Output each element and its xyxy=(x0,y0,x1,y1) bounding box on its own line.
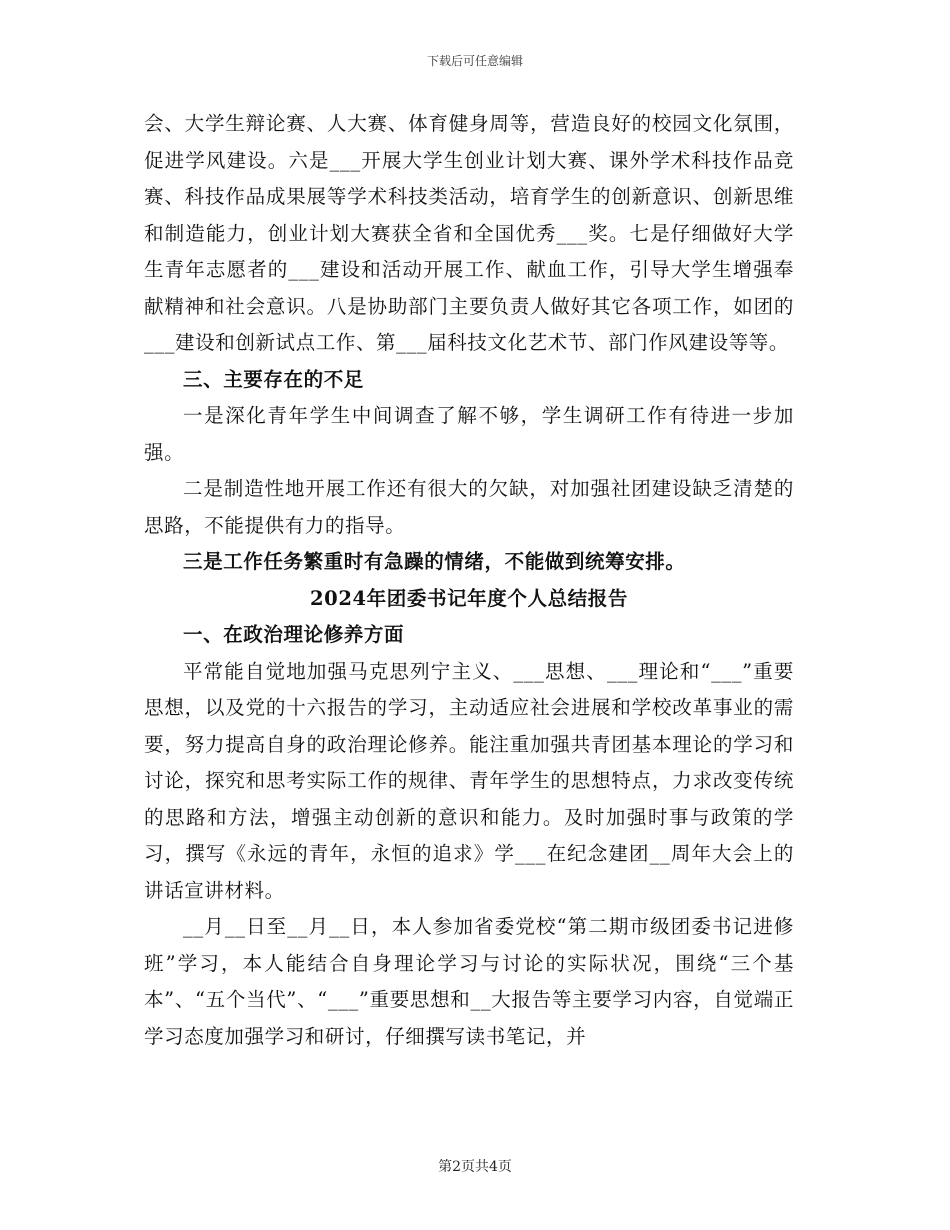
paragraph: 一是深化青年学生中间调查了解不够，学生调研工作有待进一步加强。 xyxy=(144,404,794,464)
document-title: 2024年团委书记年度个人总结报告 xyxy=(310,586,628,610)
paragraph: __月__日至__月__日，本人参加省委党校“第二期市级团委书记进修班”学习，本人能结合自身理论学习与讨论的实际状况，围绕“三个基本”、“五个当代”、“___”重要思想和__大报告等主要学习内容，自觉端正学习态度加强学习和研讨，仔细撰写读书笔记，并 xyxy=(144,915,794,1048)
paragraph: 平常能自觉地加强马克思列宁主义、___思想、___理论和“___”重要思想，以及党的十六报告的学习，主动适应社会进展和学校改革事业的需要，努力提高自身的政治理论修养。能注重加强共青团基本理论的学习和讨论，探究和思考实际工作的规律、青年学生的思想特点，力求改变传统的思路和方法，增强主动创新的意识和能力。及时加强时事与政策的学习，撰写《永远的青年，永恒的追求》学___在纪念建团__周年大会上的讲话宣讲材料。 xyxy=(144,659,794,902)
page-header: 下载后可任意编辑 xyxy=(426,54,523,68)
section-heading: 三、主要存在的不足 xyxy=(183,367,364,391)
document-body xyxy=(144,106,794,1055)
bold-paragraph: 三是工作任务繁重时有急躁的情绪，不能做到统筹安排。 xyxy=(183,550,686,573)
section-heading: 一、在政治理论修养方面 xyxy=(183,623,405,646)
paragraph: 会、大学生辩论赛、人大赛、体育健身周等，营造良好的校园文化氛围，促进学风建设。六是___开展大学生创业计划大赛、课外学术科技作品竞赛、科技作品成果展等学术科技类活动，培育学生的创新意识、创新思维和制造能力，创业计划大赛获全省和全国优秀___奖。七是仔细做好大学生青年志愿者的___建设和活动开展工作、献血工作，引导大学生增强奉献精神和社会意识。八是协助部门主要负责人做好其它各项工作，如团的___建设和创新试点工作、第___届科技文化艺术节、部门作风建设等等。 xyxy=(144,112,794,354)
page-footer: 第2页共4页 xyxy=(438,1159,512,1175)
paragraph: 二是制造性地开展工作还有很大的欠缺，对加强社团建设缺乏清楚的思路，不能提供有力的指导。 xyxy=(144,477,794,537)
